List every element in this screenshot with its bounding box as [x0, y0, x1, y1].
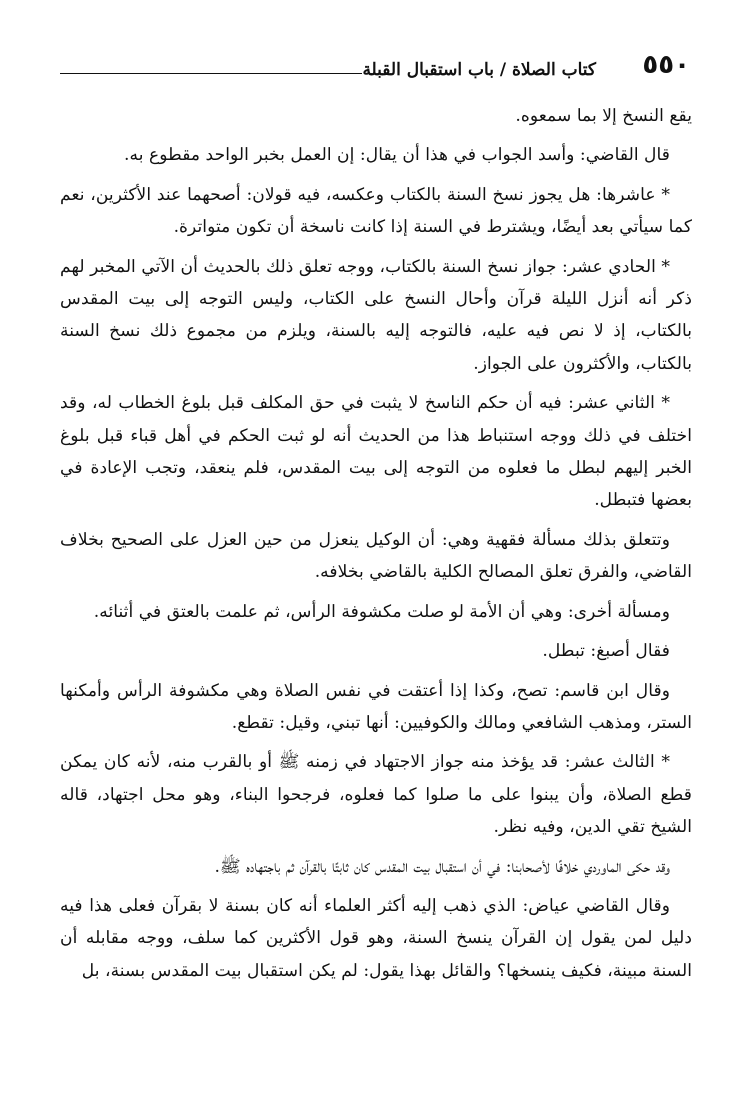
- paragraph: وقال ابن قاسم: تصح، وكذا إذا أعتقت في نفس الصلاة وهي مكشوفة الرأس وأمكنها الستر، ومذهب الشافعي ومالك والكوفيين: أنها تبني، وقيل: تقطع.: [60, 680, 692, 733]
- paragraph: قال القاضي: وأسد الجواب في هذا أن يقال: إن العمل بخبر الواحد مقطوع به.: [124, 145, 670, 166]
- paragraph: ومسألة أخرى: وهي أن الأمة لو صلت مكشوفة الرأس، ثم علمت بالعتق في أثنائه.: [93, 601, 670, 622]
- paragraph: * عاشرها: هل يجوز نسخ السنة بالكتاب وعكسه، فيه قولان: أصحهما عند الأكثرين، نعم كما سيأتي بعد أيضًا، ويشترط في السنة إذا كانت ناسخة أن تكون متواترة.: [60, 184, 692, 238]
- paragraph: وتتعلق بذلك مسألة فقهية وهي: أن الوكيل ينعزل من حين العزل على الصحيح بخلاف القاضي، والفرق تعلق المصالح الكلية بالقاضي بخلافه.: [60, 529, 692, 583]
- paragraph: * الثاني عشر: فيه أن حكم الناسخ لا يثبت في حق المكلف قبل بلوغ الخطاب له، وقد اختلف في ذلك ووجه استنباط هذا من الحديث أنه لو ثبت الحكم في أهل قباء قبل بلوغ الخبر إليهم لبطل ما فعلوه من التوجه إلى بيت المقدس، فلم ينعقد، وتجب الإعادة في بعضها فتبطل.: [60, 393, 692, 511]
- paragraph: وقال القاضي عياض: الذي ذهب إليه أكثر العلماء أنه كان بسنة لا بقرآن فعلى هذا فيه دليل لمن يقول إن القرآن ينسخ السنة، وهو قول الأكثرين كما سلف، ووجه مقابله أن السنة مبينة، فكيف ينسخها؟ والقائل بهذا يقول: لم يكن استقبال بيت المقدس بسنة، بل: [60, 895, 692, 981]
- page-header: [60, 48, 692, 88]
- body-text: [60, 100, 692, 987]
- paragraph: وقد حكى الماوردي خلافًا لأصحابنا: في أن استقبال بيت المقدس كان ثابتًا بالقرآن ثم باجتهاده ﷺ.: [214, 856, 670, 877]
- paragraph: يقع النسخ إلا بما سمعوه.: [515, 106, 692, 126]
- page-number: ٥٥٠: [642, 50, 690, 80]
- paragraph: * الثالث عشر: قد يؤخذ منه جواز الاجتهاد في زمنه ﷺ أو بالقرب منه، لأنه كان يمكن قطع الصلاة، وأن يبنوا على ما صلوا كما فعلوه، فرجحوا البناء، وهو محل اجتهاد، قاله الشيخ تقي الدين، وفيه نظر.: [60, 752, 692, 838]
- paragraph: * الحادي عشر: جواز نسخ السنة بالكتاب، ووجه تعلق ذلك بالحديث أن الآتي المخبر لهم ذكر أنه أنزل الليلة قرآن وأحال النسخ على الكتاب، وليس التوجه إلى بيت المقدس بالكتاب، إذ لا نص فيه عليه، فالتوجه إليه بالسنة، ويلزم من مجموع ذلك نسخ السنة بالكتاب، والأكثرون على الجواز.: [60, 256, 692, 374]
- paragraph: فقال أصبغ: تبطل.: [542, 641, 670, 662]
- running-title: كتاب الصلاة / باب استقبال القبلة: [362, 60, 596, 80]
- header-rule: [60, 73, 362, 74]
